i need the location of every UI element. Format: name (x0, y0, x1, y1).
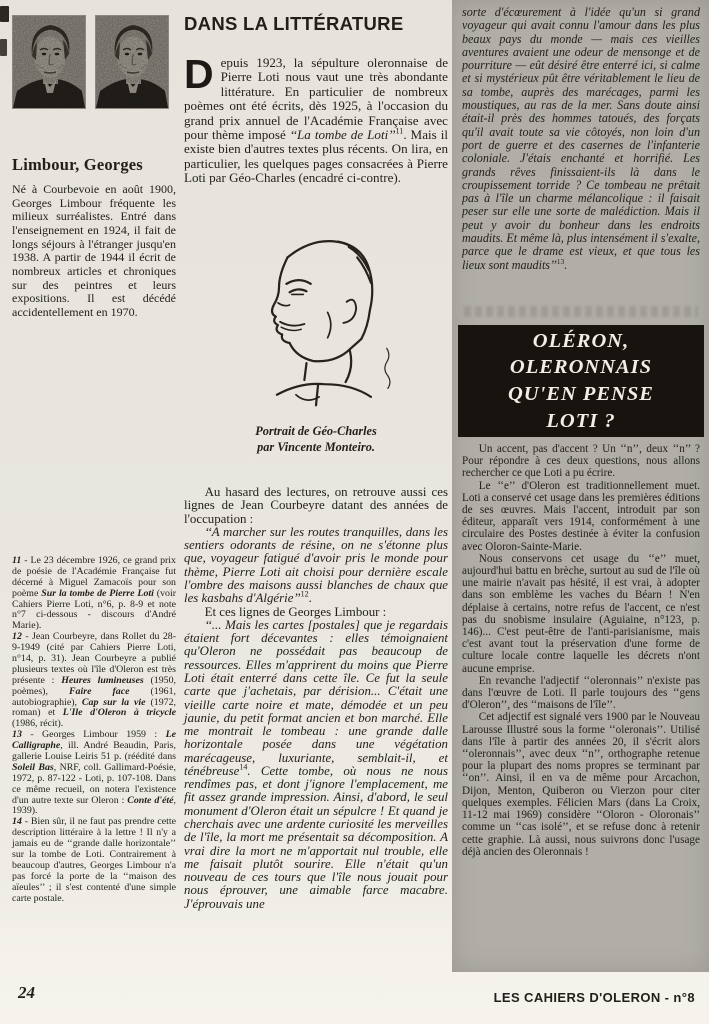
limbour-bio: Né à Courbevoie en août 1900, Georges Limbour fréquente les milieux surréalistes. Entré dans l'enseignement en 1924, il fait de longs séjours à l'étranger jusqu'en 1938. A partir de 1944 il écrit de nombreux articles et chroniques sur des peintres et leurs expositions. Il est décédé accidentellement en 1970. (12, 182, 176, 320)
drop-cap: D (184, 51, 214, 97)
left-column (12, 0, 176, 1024)
scan-artifact (0, 39, 7, 56)
caption-line-1: Portrait de Géo-Charles (255, 424, 377, 438)
middle-column (184, 0, 448, 1024)
limbour-photo-duplicate (96, 16, 168, 108)
journal-footer: LES CAHIERS D'OLERON - n°8 (493, 990, 695, 1005)
footnote-12: 12 - Jean Courbeyre, dans Rollet du 28-9-1949 (cité par Cahiers Pierre Loti, n°14, p. 31). Jean Courbeyre a publié plusieurs textes où l'île d'Oleron est très présente : Heures lumineuses (1950, poèmes), Faire face (1961, autobiographie), Cap sur la vie (1972, roman) et L'Ile d'Oleron à tricycle (1986, récit). (12, 631, 176, 730)
box-title-line: OLERONNAIS (509, 356, 653, 379)
sidebar-title-box (458, 325, 704, 437)
article-body (184, 486, 448, 911)
sidebar-heading: Limbour, Georges (12, 155, 143, 174)
footnote-14: 14 - Bien sûr, il ne faut pas prendre cette description littéraire à la lettre ! Il n'y a jamais eu de ‘‘grande dalle horizontale’’ sur la tombe de Loti. Contrairement à beaucoup d'autres, Georges Limbour n'a pas forcé la porte de la ‘‘maison des aïeules’’ ; il s'est contenté d'une simple carte postale. (12, 816, 176, 904)
sidebar-article-body (462, 443, 700, 858)
footnote-13: 13 - Georges Limbour 1959 : Le Calligraphe, ill. André Beaudin, Paris, gallerie Louise Leiris 51 p. (réédité dans Soleil Bas, NRF, coll. Gallimard-Poésie, 1972, p. 87-122 - Loti, p. 107-108. Dans ce même recueil, on notera l'existence d'un autre texte sur Oleron : Conte d'été, 1939). (12, 729, 176, 817)
scan-artifact (0, 6, 9, 22)
box-title-line: QU'EN PENSE (508, 383, 654, 405)
quoted-paragraph: ‘‘A marcher sur les routes tranquilles, dans les sentiers odorants de résine, on ne s'étonne plus que, voyageur fatigué d'avoir pris le monde pour thème, Pierre Loti ait choisi pour dernière escale l'ombre des maisons aussi blanches de chaux que les kasbahs d'Algérie’’$^{12}$. (184, 524, 448, 606)
quoted-paragraph: ‘‘... Mais les cartes [postales] que je regardais étaient fort décevantes : elles témoignaient qu'Oleron ne possédait pas beaucoup de ressources. Elles m'apprirent du moins que Pierre Loti était enterré dans cette île. Ce fut la seule carte que j'achetais, par dérision... C'était une vieille carte noire et mate, démodée et un peu jaunie, du petit format ancien et bon marché. Elle me montrait le tombeau : une grande dalle horizontale posée dans une végétation marécageuse, luxuriante, semblait-il, et ténébreuse$^{14}$. Cette tombe, où nous ne nous rendîmes pas, et dont j'ignore l'emplacement, me fit assez grande impression. Ainsi, d'abord, le seul monument d'Oleron était un sépulcre ! Et quand je cherchais avec une ardente curiosité les merveilles de l'île, la mort me présentait sa décomposition. A vrai dire la mort ne m'apportait nul trouble, elle me faisait plutôt sourire. Elle n'était qu'un nouveau de ces tours que l'île nous jouait pour nous éprouver, une aimable farce macabre. J'éprouvais une (184, 617, 448, 911)
paragraph: Un accent, pas d'accent ? Un ‘‘n’’, deux ‘‘n’’ ? Pour répondre à ces deux questions, nous allons rechercher ce que Loti a pu écrire. (462, 443, 700, 480)
limbour-quote-continuation: sorte d'écœurement à l'idée qu'un si grand voyageur qui avait connu l'amour dans les plus beaux pays du monde — mais ces vieilles aventures avaient une odeur de mensonge et de pourriture — eût désiré être enterré ici, si calme et si mystérieux pût être véritablement le lieu de sa tombe, auprès des marécages, parmi les moustiques, au ras de la mer. Sans doute ainsi était-il près des hommes tatoués, des forçats qu'il avait toute sa vie côtoyés, non loin d'un port de guerre et des casernes de l'infanterie coloniale. J'étais enchanté et horrifié. Les grands rêves finissaient-ils là dans le croupissement torride ? Ce tombeau ne prêtait pas à l'île un charme mélancolique : il faisait peser sur elle une sorte de malédiction. Mais il peut y avoir du bonheur dans les endroits maudits. Et même là, plus intensément il s'exalte, parce que le drame est vieux, et que tous les lieux sont maudits’’$^{13}$. (462, 5, 700, 272)
paragraph: En revanche l'adjectif ‘‘oleronnais’’ n'existe pas dans l'œuvre de Loti. Il parle toujours des ‘‘gens d'Oleron’’, des ‘‘maisons de l'île’’. (462, 674, 700, 712)
paragraph: Et ces lignes de Georges Limbour : (204, 604, 387, 619)
sketch-caption (184, 424, 448, 456)
footnotes (12, 556, 176, 905)
caption-line-2: par Vincente Monteiro. (257, 439, 375, 454)
right-panel (452, 0, 709, 972)
paragraph: Au hasard des lectures, on retrouve aussi ces lignes de Jean Courbeyre datant des années de l'occupation : (184, 485, 448, 526)
portrait-photos (13, 16, 168, 108)
box-title-line: LOTI ? (546, 409, 616, 432)
paragraph: Le ‘‘e’’ d'Oleron est traditionnellement muet. Loti a conservé cet usage dans les premières éditions de ses œuvres. Mais l'accent, introduit par son éditeur, apparaît vers 1914, conformément à une circulaire des Postes destinée à éviter la confusion avec Oloron-Sainte-Marie. (462, 479, 700, 553)
limbour-photo (13, 16, 85, 108)
paragraph: Nous conservons cet usage du ‘‘e’’ muet, aujourd'hui battu en brèche, surtout au sud de l'île où une mairie n'avait pas hésité, il est vrai, à adopter dans son emblème les vaches du Béarn ! N'en déplaise à certains, notre refus de l'accent, ce n'est pas du snobisme insulaire (Aguiaine, n°123, p. 146)... C'est peut-être de l'anti-parisianisme, mais c'est avant tout la préservation d'une forme de culture locale contre laquelle les décrets n'ont aucune emprise. (462, 552, 700, 675)
paragraph: Cet adjectif est signalé vers 1900 par le Nouveau Larousse Illustré sous la forme ‘‘oleronais’’. Utilisé dans l'île à partir des années 20, il s'écrit alors ‘‘oleronnais’’, avec deux ‘‘n’’, orthographe retenue pour la plupart des noms propres se terminant par ‘‘on’’. Ainsi, il en va de même pour Arcachon, Dijon, Menton, Quiberon ou Vierzon pour citer quelques exemples. Félicien Mars (dans La Croix, 11-12 mai 1969) considère ‘‘Oloron - Oloronais’’ comme un ‘‘cas isolé’’, et se refuse donc à retenir cette graphie. Là aussi, nous suivrons donc l'usage déjà ancien des Oleronnais ! (462, 711, 700, 858)
page-number: 24 (18, 983, 35, 1002)
footnote-11: 11 - Le 23 décembre 1926, ce grand prix de poésie de l'Académie Française fut décerné à Miguel Zamacoïs pour son poème Sur la tombe de Pierre Loti (voir Cahiers Pierre Loti, n°6, p. 8-9 et note n°7 ci-dessous - discours d'André Marie). (12, 555, 176, 632)
ink-bleed-artifact (464, 306, 698, 317)
article-title: DANS LA LITTÉRATURE (184, 13, 404, 34)
geo-charles-portrait-sketch (226, 230, 406, 418)
intro-paragraph: Depuis 1923, la sépulture oleronnaise de Pierre Loti nous vaut une très abondante littérature. En particulier de nombreux poèmes ont été écrits, dès 1925, à l'occasion du grand prix annuel de l'Académie Française avec pour thème imposé ‘‘La tombe de Loti’’$^{11}$. Mais il existe bien d'autres textes plus récents. On lira, en particulier, les quelques pages consacrées à Pierre Loti par Géo-Charles (encadré ci-contre). (184, 51, 448, 186)
box-title-line: OLÉRON, (532, 329, 630, 352)
